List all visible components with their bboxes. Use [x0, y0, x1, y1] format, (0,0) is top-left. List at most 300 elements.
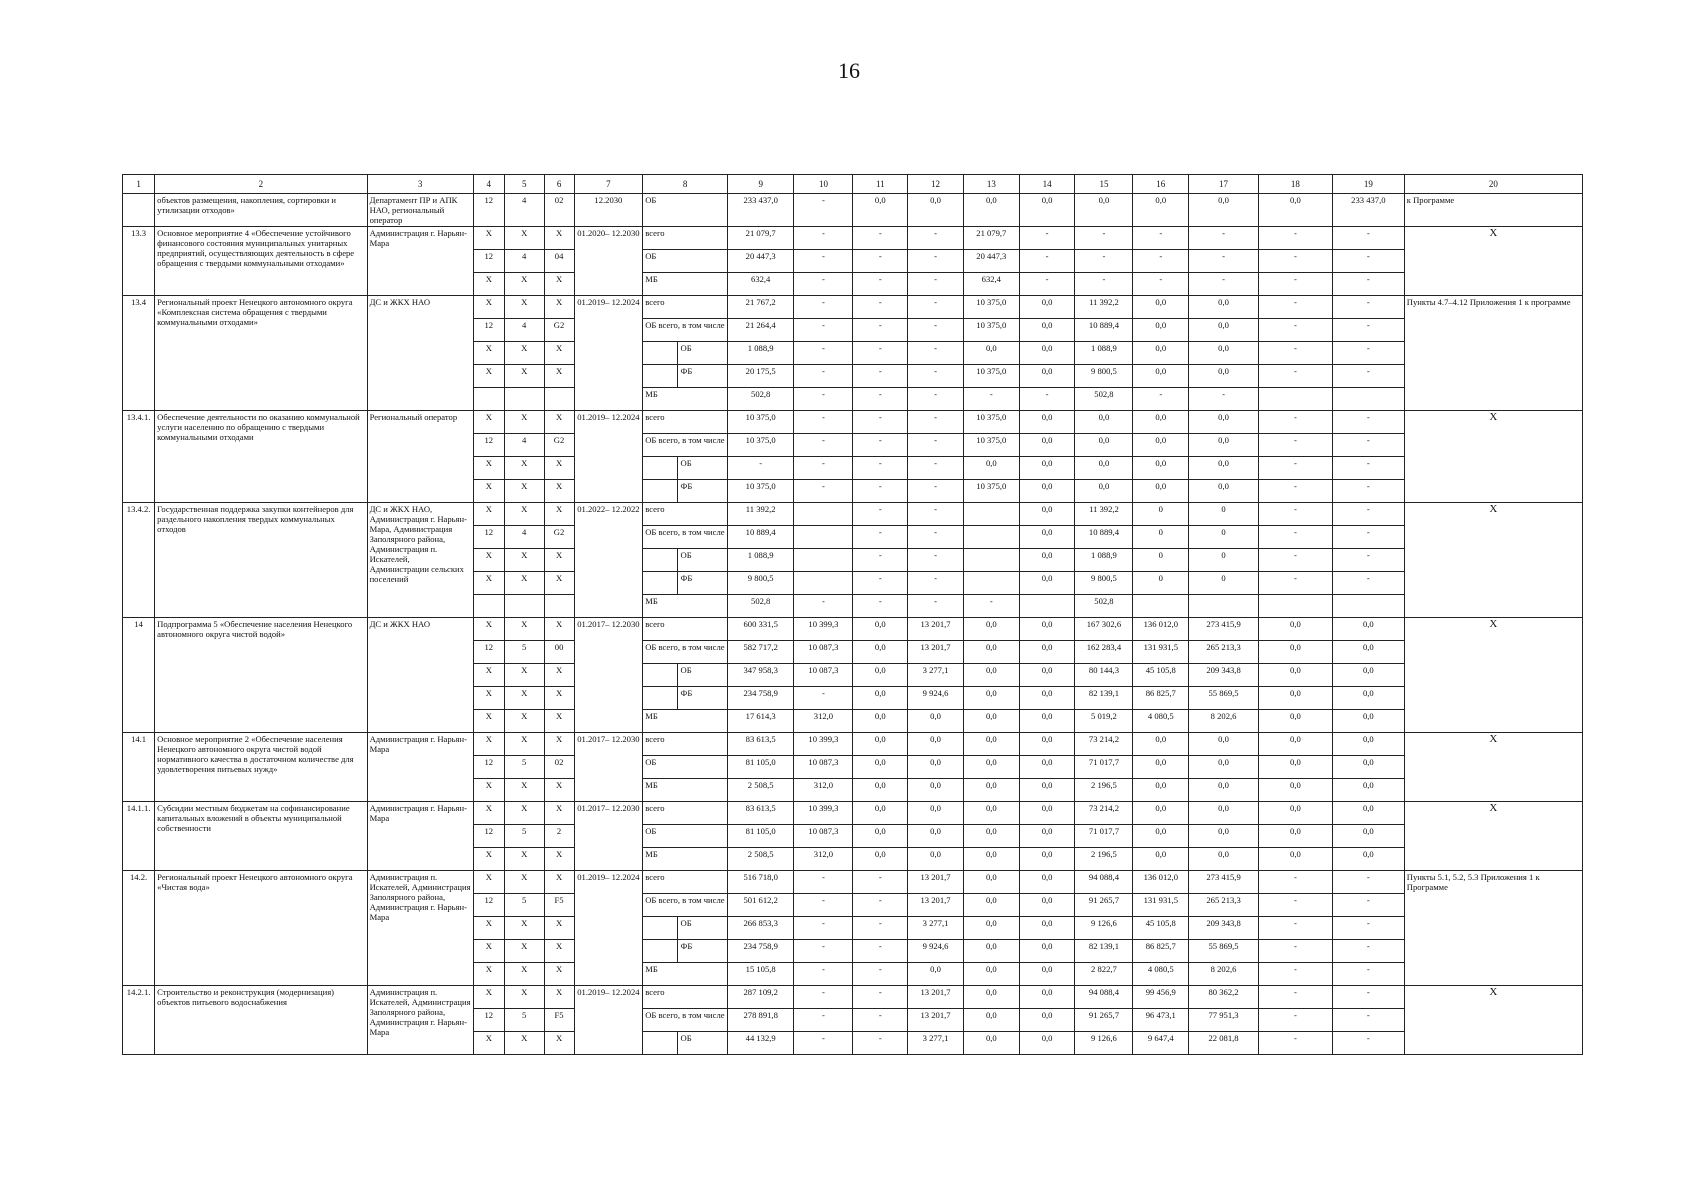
value-cell: 347 958,3	[727, 664, 794, 687]
code-cell: Х	[544, 457, 574, 480]
value-cell: -	[1332, 1032, 1404, 1055]
value-cell: 0,0	[1189, 756, 1259, 779]
value-cell: 0,0	[1332, 710, 1404, 733]
item-period: 01.2017– 12.2030	[574, 733, 643, 802]
code-cell: 12	[473, 894, 504, 917]
value-cell: 10 375,0	[963, 480, 1019, 503]
item-name: Обеспечение деятельности по оказанию коммунальной услуги населению по обращению с твердыми коммунальными отходами	[155, 411, 367, 503]
value-cell: 21 767,2	[727, 296, 794, 319]
value-cell: 10 375,0	[963, 434, 1019, 457]
value-cell: 0,0	[1133, 434, 1189, 457]
value-cell: 9 126,6	[1075, 917, 1133, 940]
value-cell: 0,0	[908, 194, 964, 227]
item-number: 14.1	[123, 733, 155, 802]
value-cell: 0,0	[1133, 779, 1189, 802]
value-cell: -	[1332, 457, 1404, 480]
value-cell: 0,0	[1133, 296, 1189, 319]
value-cell: 234 758,9	[727, 940, 794, 963]
value-cell: -	[1189, 388, 1259, 411]
value-cell: 0,0	[963, 733, 1019, 756]
value-cell: 94 088,4	[1075, 986, 1133, 1009]
code-cell: Х	[504, 480, 544, 503]
header-cell-19: 19	[1332, 175, 1404, 194]
funding-source: всего	[643, 618, 728, 641]
value-cell: -	[1133, 273, 1189, 296]
header-cell-15: 15	[1075, 175, 1133, 194]
value-cell: 0,0	[908, 710, 964, 733]
code-cell	[473, 388, 504, 411]
code-cell: 4	[504, 526, 544, 549]
item-name: объектов размещения, накопления, сортировки и утилизации отходов»	[155, 194, 367, 227]
value-cell: -	[794, 986, 853, 1009]
value-cell: -	[1332, 963, 1404, 986]
value-cell: 0,0	[963, 342, 1019, 365]
value-cell: 312,0	[794, 779, 853, 802]
value-cell: 1 088,9	[727, 342, 794, 365]
code-cell: Х	[544, 480, 574, 503]
value-cell: -	[1332, 549, 1404, 572]
value-cell: 209 343,8	[1189, 664, 1259, 687]
code-cell: G2	[544, 434, 574, 457]
value-cell: -	[1019, 388, 1075, 411]
code-cell: Х	[504, 802, 544, 825]
code-cell: Х	[473, 664, 504, 687]
value-cell: 0,0	[853, 618, 908, 641]
value-cell: 3 277,1	[908, 664, 964, 687]
item-note: к Программе	[1404, 194, 1582, 227]
value-cell: 22 081,8	[1189, 1032, 1259, 1055]
code-cell: Х	[544, 687, 574, 710]
item-number	[123, 194, 155, 227]
item-executor: Департамент ПР и АПК НАО, региональный оператор	[367, 194, 473, 227]
value-cell: 632,4	[727, 273, 794, 296]
value-cell: -	[908, 595, 964, 618]
code-cell: Х	[504, 871, 544, 894]
item-note: Х	[1404, 733, 1582, 802]
code-cell: 4	[504, 194, 544, 227]
value-cell: 86 825,7	[1133, 687, 1189, 710]
funding-subsource: ФБ	[677, 365, 727, 388]
value-cell: -	[1258, 457, 1332, 480]
value-cell: 0,0	[1189, 802, 1259, 825]
value-cell: -	[853, 871, 908, 894]
code-cell: Х	[504, 296, 544, 319]
value-cell: 82 139,1	[1075, 687, 1133, 710]
code-cell: Х	[504, 273, 544, 296]
value-cell: 0,0	[1075, 434, 1133, 457]
value-cell: 0,0	[963, 756, 1019, 779]
item-period: 01.2017– 12.2030	[574, 802, 643, 871]
header-cell-4: 4	[473, 175, 504, 194]
value-cell: 0,0	[1332, 756, 1404, 779]
value-cell: 0	[1133, 503, 1189, 526]
value-cell: -	[1075, 227, 1133, 250]
value-cell: 0,0	[853, 825, 908, 848]
value-cell: 0,0	[1332, 779, 1404, 802]
value-cell: 0,0	[1189, 457, 1259, 480]
value-cell: 632,4	[963, 273, 1019, 296]
funding-source-indent	[643, 1032, 677, 1055]
value-cell: 10 399,3	[794, 802, 853, 825]
value-cell: -	[794, 388, 853, 411]
value-cell: -	[1332, 503, 1404, 526]
value-cell: 0,0	[1258, 664, 1332, 687]
code-cell: 12	[473, 526, 504, 549]
value-cell: 17 614,3	[727, 710, 794, 733]
value-cell: -	[794, 894, 853, 917]
value-cell: 0,0	[1258, 194, 1332, 227]
header-cell-11: 11	[853, 175, 908, 194]
value-cell: 45 105,8	[1133, 664, 1189, 687]
value-cell: 0	[1189, 572, 1259, 595]
funding-source: МБ	[643, 388, 728, 411]
value-cell: 0,0	[1019, 572, 1075, 595]
value-cell: 0,0	[1075, 457, 1133, 480]
code-cell: 4	[504, 319, 544, 342]
item-executor: Администрация п. Искателей, Администрация Заполярного района, Администрация г. Нарьян-Мара	[367, 871, 473, 986]
value-cell: -	[853, 963, 908, 986]
value-cell: -	[853, 572, 908, 595]
value-cell: -	[853, 250, 908, 273]
value-cell: 20 447,3	[963, 250, 1019, 273]
value-cell: -	[908, 388, 964, 411]
code-cell: Х	[473, 457, 504, 480]
value-cell: -	[1258, 963, 1332, 986]
value-cell: -	[794, 411, 853, 434]
value-cell: -	[1258, 503, 1332, 526]
funding-subsource: ОБ	[677, 917, 727, 940]
funding-source-indent	[643, 917, 677, 940]
value-cell: -	[1258, 917, 1332, 940]
value-cell: 0,0	[1019, 1009, 1075, 1032]
item-note: Х	[1404, 986, 1582, 1055]
value-cell	[1189, 595, 1259, 618]
code-cell: 5	[504, 756, 544, 779]
value-cell: -	[1332, 273, 1404, 296]
value-cell: -	[794, 917, 853, 940]
value-cell: 0,0	[1019, 963, 1075, 986]
value-cell: -	[1258, 871, 1332, 894]
value-cell: 1 088,9	[727, 549, 794, 572]
funding-source-indent	[643, 687, 677, 710]
item-period: 01.2020– 12.2030	[574, 227, 643, 296]
code-cell: Х	[544, 572, 574, 595]
code-cell: Х	[504, 687, 544, 710]
value-cell: 0,0	[853, 756, 908, 779]
funding-source-indent	[643, 365, 677, 388]
funding-subsource: ОБ	[677, 457, 727, 480]
value-cell: 2 822,7	[1075, 963, 1133, 986]
code-cell: Х	[544, 848, 574, 871]
value-cell: 502,8	[1075, 595, 1133, 618]
value-cell: -	[794, 963, 853, 986]
value-cell: 10 087,3	[794, 664, 853, 687]
value-cell: -	[908, 549, 964, 572]
value-cell: 0,0	[963, 457, 1019, 480]
value-cell: 0,0	[1332, 687, 1404, 710]
item-name: Основное мероприятие 4 «Обеспечение устойчивого финансового состояния муниципальных унитарных предприятий, осуществляющих деятельность в сфере обращения с твердыми коммунальными отходами»	[155, 227, 367, 296]
funding-subsource: ФБ	[677, 572, 727, 595]
header-cell-5: 5	[504, 175, 544, 194]
value-cell: -	[794, 687, 853, 710]
code-cell: 12	[473, 641, 504, 664]
value-cell: 0,0	[1258, 733, 1332, 756]
code-cell: Х	[473, 503, 504, 526]
header-cell-18: 18	[1258, 175, 1332, 194]
value-cell: -	[794, 250, 853, 273]
value-cell: 162 283,4	[1075, 641, 1133, 664]
item-period: 12.2030	[574, 194, 643, 227]
value-cell: -	[1258, 434, 1332, 457]
value-cell: -	[794, 595, 853, 618]
value-cell	[1332, 595, 1404, 618]
value-cell: 11 392,2	[727, 503, 794, 526]
value-cell: 4 080,5	[1133, 963, 1189, 986]
table-row	[123, 227, 1583, 250]
value-cell: 94 088,4	[1075, 871, 1133, 894]
table-row	[123, 618, 1583, 641]
code-cell: Х	[473, 986, 504, 1009]
value-cell: -	[794, 940, 853, 963]
code-cell: Х	[473, 848, 504, 871]
funding-subsource: ОБ	[677, 664, 727, 687]
item-period: 01.2019– 12.2024	[574, 871, 643, 986]
item-number: 13.4	[123, 296, 155, 411]
value-cell: 82 139,1	[1075, 940, 1133, 963]
value-cell: -	[853, 526, 908, 549]
value-cell: 0,0	[1019, 296, 1075, 319]
code-cell: Х	[504, 1032, 544, 1055]
table-row	[123, 296, 1583, 319]
header-cell-3: 3	[367, 175, 473, 194]
code-cell: 5	[504, 825, 544, 848]
code-cell: Х	[504, 963, 544, 986]
value-cell: 0,0	[1189, 825, 1259, 848]
value-cell: -	[853, 457, 908, 480]
code-cell: Х	[473, 365, 504, 388]
value-cell: 0,0	[908, 802, 964, 825]
item-number: 14.2.	[123, 871, 155, 986]
code-cell: Х	[504, 917, 544, 940]
funding-source: МБ	[643, 848, 728, 871]
value-cell: 10 375,0	[963, 296, 1019, 319]
value-cell: 10 889,4	[1075, 319, 1133, 342]
value-cell: 0,0	[963, 618, 1019, 641]
value-cell: 9 924,6	[908, 687, 964, 710]
value-cell: 502,8	[727, 388, 794, 411]
value-cell: 0,0	[1258, 687, 1332, 710]
budget-table	[122, 174, 1583, 1055]
value-cell: 312,0	[794, 710, 853, 733]
item-name: Подпрограмма 5 «Обеспечение населения Ненецкого автономного округа чистой водой»	[155, 618, 367, 733]
value-cell	[1258, 595, 1332, 618]
value-cell: 0,0	[1019, 549, 1075, 572]
value-cell: -	[1332, 411, 1404, 434]
budget-table-wrapper	[122, 174, 1583, 1055]
value-cell: -	[908, 457, 964, 480]
value-cell: 501 612,2	[727, 894, 794, 917]
value-cell: 96 473,1	[1133, 1009, 1189, 1032]
value-cell: 0,0	[1133, 194, 1189, 227]
value-cell: 91 265,7	[1075, 894, 1133, 917]
value-cell: 15 105,8	[727, 963, 794, 986]
value-cell: -	[853, 917, 908, 940]
code-cell: Х	[504, 733, 544, 756]
value-cell: 0,0	[963, 917, 1019, 940]
value-cell: -	[853, 503, 908, 526]
value-cell: 0,0	[1019, 779, 1075, 802]
item-name: Строительство и реконструкция (модернизация) объектов питьевого водоснабжения	[155, 986, 367, 1055]
value-cell: -	[794, 1009, 853, 1032]
code-cell: Х	[504, 986, 544, 1009]
code-cell: Х	[544, 549, 574, 572]
value-cell: 0,0	[1189, 296, 1259, 319]
value-cell: 0,0	[1019, 710, 1075, 733]
value-cell: 131 931,5	[1133, 894, 1189, 917]
value-cell: 0,0	[853, 848, 908, 871]
code-cell: 12	[473, 194, 504, 227]
value-cell: 11 392,2	[1075, 296, 1133, 319]
value-cell: 10 375,0	[727, 434, 794, 457]
value-cell: -	[853, 480, 908, 503]
value-cell: 0,0	[908, 963, 964, 986]
value-cell: 81 105,0	[727, 756, 794, 779]
value-cell: 0,0	[963, 687, 1019, 710]
value-cell: 0,0	[1019, 917, 1075, 940]
code-cell: Х	[473, 296, 504, 319]
funding-source: всего	[643, 411, 728, 434]
value-cell: 9 126,6	[1075, 1032, 1133, 1055]
value-cell: -	[908, 227, 964, 250]
value-cell: -	[1258, 365, 1332, 388]
code-cell: Х	[544, 779, 574, 802]
value-cell: 0,0	[1019, 411, 1075, 434]
value-cell: -	[853, 549, 908, 572]
value-cell: 5 019,2	[1075, 710, 1133, 733]
value-cell: 0,0	[1133, 733, 1189, 756]
value-cell: -	[794, 871, 853, 894]
code-cell: Х	[504, 365, 544, 388]
value-cell: -	[794, 227, 853, 250]
value-cell: 582 717,2	[727, 641, 794, 664]
funding-source-indent	[643, 664, 677, 687]
value-cell: 10 375,0	[963, 411, 1019, 434]
value-cell: 73 214,2	[1075, 802, 1133, 825]
code-cell: Х	[544, 411, 574, 434]
code-cell: Х	[473, 687, 504, 710]
value-cell: 0,0	[908, 779, 964, 802]
value-cell: -	[1258, 572, 1332, 595]
value-cell: 0,0	[1189, 848, 1259, 871]
code-cell	[504, 388, 544, 411]
code-cell: Х	[473, 963, 504, 986]
value-cell: 10 375,0	[963, 365, 1019, 388]
code-cell: G2	[544, 319, 574, 342]
code-cell: F5	[544, 1009, 574, 1032]
value-cell: 0,0	[1258, 618, 1332, 641]
value-cell: -	[853, 411, 908, 434]
value-cell: 0,0	[1133, 365, 1189, 388]
value-cell: 0,0	[1258, 756, 1332, 779]
code-cell: Х	[504, 549, 544, 572]
value-cell: 0,0	[963, 871, 1019, 894]
value-cell: -	[908, 434, 964, 457]
value-cell	[963, 503, 1019, 526]
value-cell: 273 415,9	[1189, 618, 1259, 641]
item-number: 14.2.1.	[123, 986, 155, 1055]
value-cell: 234 758,9	[727, 687, 794, 710]
code-cell: Х	[473, 618, 504, 641]
value-cell: 0,0	[1019, 940, 1075, 963]
value-cell: 0,0	[1019, 848, 1075, 871]
header-cell-16: 16	[1133, 175, 1189, 194]
funding-subsource: ФБ	[677, 940, 727, 963]
value-cell: 278 891,8	[727, 1009, 794, 1032]
value-cell: -	[727, 457, 794, 480]
value-cell: 0,0	[1019, 802, 1075, 825]
value-cell: 10 375,0	[727, 411, 794, 434]
value-cell: 0,0	[1133, 342, 1189, 365]
value-cell: 0,0	[1075, 411, 1133, 434]
code-cell: Х	[544, 1032, 574, 1055]
value-cell	[794, 549, 853, 572]
value-cell	[1019, 595, 1075, 618]
code-cell: Х	[473, 871, 504, 894]
funding-source: ОБ	[643, 194, 728, 227]
item-note: Х	[1404, 411, 1582, 503]
funding-subsource: ОБ	[677, 342, 727, 365]
value-cell: -	[853, 388, 908, 411]
item-name: Региональный проект Ненецкого автономного округа «Комплексная система обращения с твердыми коммунальными отходами»	[155, 296, 367, 411]
value-cell: 0,0	[963, 779, 1019, 802]
code-cell: Х	[504, 710, 544, 733]
code-cell: Х	[473, 1032, 504, 1055]
value-cell: 8 202,6	[1189, 710, 1259, 733]
code-cell: 02	[544, 194, 574, 227]
code-cell: Х	[544, 227, 574, 250]
code-cell: Х	[504, 342, 544, 365]
value-cell: -	[1075, 273, 1133, 296]
value-cell: 265 213,3	[1189, 641, 1259, 664]
value-cell: 0	[1189, 549, 1259, 572]
value-cell: -	[1189, 227, 1259, 250]
value-cell: 265 213,3	[1189, 894, 1259, 917]
value-cell: 80 144,3	[1075, 664, 1133, 687]
value-cell: 0,0	[1019, 986, 1075, 1009]
value-cell: -	[1019, 227, 1075, 250]
value-cell: 20 447,3	[727, 250, 794, 273]
value-cell: 0,0	[963, 664, 1019, 687]
funding-source: всего	[643, 296, 728, 319]
value-cell: -	[1133, 227, 1189, 250]
item-number: 13.4.1.	[123, 411, 155, 503]
value-cell: 0,0	[1189, 779, 1259, 802]
value-cell: -	[794, 434, 853, 457]
value-cell: -	[853, 1032, 908, 1055]
item-executor: Администрация п. Искателей, Администрация Заполярного района, Администрация г. Нарьян-Мара	[367, 986, 473, 1055]
value-cell: 0,0	[853, 687, 908, 710]
value-cell: 0,0	[1332, 802, 1404, 825]
value-cell: 77 951,3	[1189, 1009, 1259, 1032]
value-cell: -	[1332, 250, 1404, 273]
value-cell: -	[1258, 250, 1332, 273]
funding-source: всего	[643, 227, 728, 250]
value-cell: -	[1133, 388, 1189, 411]
funding-source: ОБ всего, в том числе	[643, 526, 728, 549]
funding-source: МБ	[643, 779, 728, 802]
item-note: Х	[1404, 503, 1582, 618]
header-cell-1: 1	[123, 175, 155, 194]
